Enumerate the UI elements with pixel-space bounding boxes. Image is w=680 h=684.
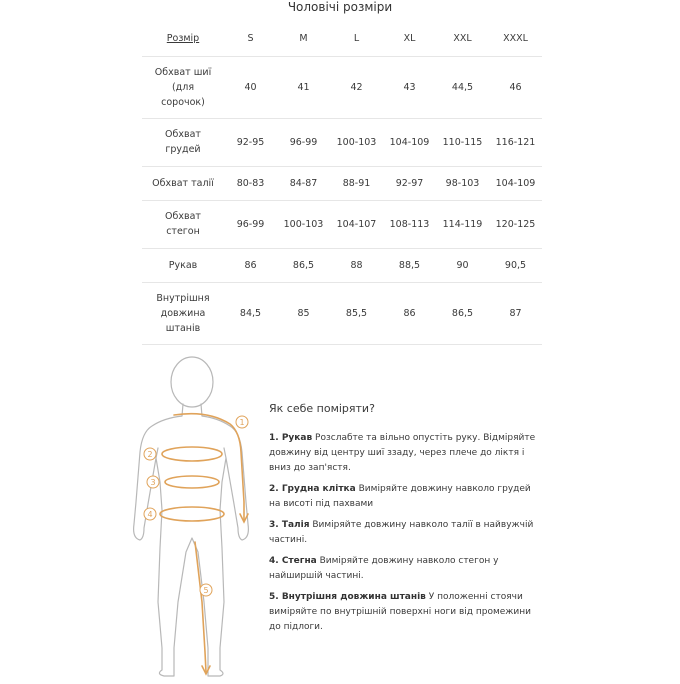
table-cell: 85,5 [345, 307, 368, 319]
size-label: L [353, 33, 360, 45]
row-label: Рукав [168, 259, 198, 271]
table-row [142, 118, 542, 166]
instruction-step [269, 431, 544, 476]
table-cell: 100-103 [283, 218, 324, 230]
row-label: Обхват шиї (для сорочок) [154, 66, 212, 108]
size-label: XL [403, 33, 416, 45]
table-cell: 88-91 [342, 177, 371, 189]
table-cell: 88 [350, 259, 363, 271]
table-row [142, 248, 542, 282]
table-cell: 80-83 [236, 177, 265, 189]
table-cell: 86 [244, 259, 257, 271]
svg-text:5: 5 [203, 586, 209, 595]
table-cell: 108-113 [389, 218, 430, 230]
measuring-instructions [269, 402, 544, 641]
size-header-row [142, 22, 542, 56]
svg-text:2: 2 [147, 450, 153, 459]
marker-3 [147, 476, 159, 488]
marker-1 [236, 416, 248, 428]
row-label: Обхват грудей [165, 129, 201, 155]
table-cell: 96-99 [236, 218, 265, 230]
table-cell: 110-115 [442, 136, 483, 148]
table-cell: 86,5 [451, 307, 474, 319]
step-title: 1. Рукав [269, 433, 313, 443]
table-cell: 85 [297, 307, 310, 319]
instruction-step [269, 590, 544, 635]
table-cell: 41 [297, 81, 310, 93]
size-label: S [247, 33, 254, 45]
size-label: XXL [453, 33, 472, 45]
size-column-header: Розмір [166, 33, 200, 45]
step-text: Розслабте та вільно опустіть руку. Відміряйте довжину від центру шиї ззаду, через плече до ліктя і вниз до зап'ястя. [269, 433, 536, 473]
table-cell: 84-87 [289, 177, 318, 189]
svg-text:4: 4 [147, 510, 153, 519]
size-label: M [299, 33, 308, 45]
step-text: У положенні стоячи виміряйте по внутрішній поверхні ноги від промежини до підлоги. [269, 592, 531, 632]
table-cell: 96-99 [289, 136, 318, 148]
step-title: 3. Талія [269, 520, 310, 530]
table-cell: 43 [403, 81, 416, 93]
step-text: Виміряйте довжину навколо грудей на висоті під пахвами [269, 484, 531, 509]
table-cell: 86 [403, 307, 416, 319]
table-cell: 100-103 [336, 136, 377, 148]
table-row [142, 200, 542, 248]
size-label: XXXL [503, 33, 528, 45]
table-cell: 46 [509, 81, 522, 93]
instruction-step [269, 554, 544, 584]
marker-4 [144, 508, 156, 520]
row-label: Внутрішня довжина штанів [156, 292, 210, 334]
row-label: Обхват стегон [165, 211, 201, 237]
step-text: Виміряйте довжину навколо стегон у найширшій частині. [269, 556, 499, 581]
table-cell: 104-109 [389, 136, 430, 148]
table-cell: 120-125 [495, 218, 536, 230]
instructions-heading: Як себе поміряти? [269, 402, 375, 415]
measurement-lines [160, 414, 248, 674]
table-cell: 44,5 [451, 81, 474, 93]
table-cell: 40 [244, 81, 257, 93]
table-cell: 98-103 [445, 177, 480, 189]
table-row [142, 282, 542, 344]
step-title: 2. Грудна клітка [269, 484, 356, 494]
table-cell: 104-109 [495, 177, 536, 189]
marker-5 [200, 584, 212, 596]
instruction-step [269, 518, 544, 548]
svg-text:3: 3 [150, 478, 156, 487]
table-cell: 84,5 [239, 307, 262, 319]
table-cell: 116-121 [495, 136, 536, 148]
table-cell: 92-95 [236, 136, 265, 148]
table-cell: 90,5 [504, 259, 527, 271]
step-title: 5. Внутрішня довжина штанів [269, 592, 426, 602]
table-cell: 42 [350, 81, 363, 93]
table-cell: 88,5 [398, 259, 421, 271]
instruction-step [269, 482, 544, 512]
body-measurement-figure [128, 352, 258, 680]
step-text: Виміряйте довжину навколо талії в найвужчій частині. [269, 520, 534, 545]
table-cell: 90 [456, 259, 469, 271]
table-cell: 114-119 [442, 218, 483, 230]
size-table [142, 22, 542, 345]
page-title: Чоловічі розміри [287, 0, 393, 14]
table-row [142, 166, 542, 200]
svg-text:1: 1 [239, 418, 245, 427]
table-cell: 87 [509, 307, 522, 319]
table-cell: 104-107 [336, 218, 377, 230]
step-title: 4. Стегна [269, 556, 317, 566]
table-row [142, 56, 542, 118]
row-label: Обхват талії [152, 177, 214, 189]
table-cell: 86,5 [292, 259, 315, 271]
marker-2 [144, 448, 156, 460]
table-cell: 92-97 [395, 177, 424, 189]
